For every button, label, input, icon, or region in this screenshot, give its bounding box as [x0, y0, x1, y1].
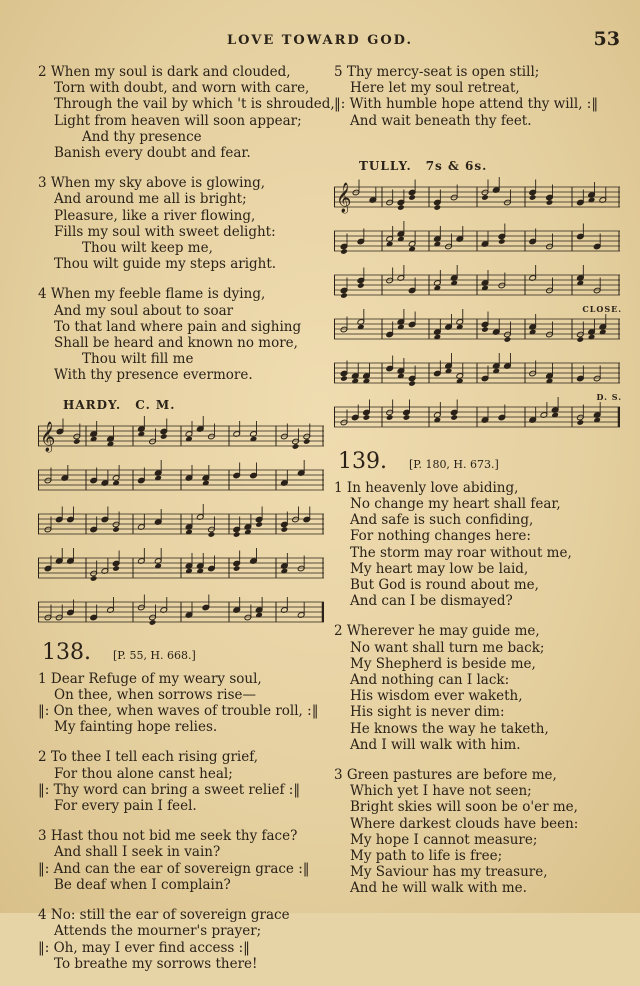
- verse-line: To that land where pain and sighing: [54, 318, 302, 335]
- music-staff: [38, 458, 338, 502]
- verse-line: 1 In heavenly love abiding,: [334, 479, 519, 496]
- verse-line: And he will walk with me.: [350, 880, 527, 897]
- hymn-continued-verses: [38, 64, 338, 384]
- verse-line: 5 Thy mercy-seat is open still;: [334, 64, 540, 80]
- verse-line: No change my heart shall fear,: [350, 496, 561, 513]
- verse-line: Thou wilt guide my steps aright.: [54, 256, 277, 273]
- verse-line: Be deaf when I complain?: [54, 876, 231, 893]
- verse-line: Torn with doubt, and worn with care,: [54, 80, 310, 97]
- verse-line: Where darkest clouds have been:: [350, 815, 579, 832]
- verse-line: And thy presence: [82, 128, 202, 145]
- verse-line: To breathe my sorrows there!: [54, 955, 258, 972]
- verse-line: My hope I cannot measure;: [350, 831, 538, 848]
- verse-line: Banish every doubt and fear.: [54, 145, 251, 162]
- tune-meter: C. M.: [135, 397, 176, 412]
- verse-line: Fills my soul with sweet delight:: [54, 223, 276, 240]
- hymn-139-verses: [334, 480, 624, 897]
- verse-line: His sight is never dim:: [350, 704, 505, 721]
- music-staff: [334, 219, 624, 263]
- verse: [38, 749, 338, 814]
- verse-line: My heart may low be laid,: [350, 560, 529, 577]
- hymn-number: 138.: [42, 639, 91, 665]
- hymn-number: 139.: [338, 448, 387, 474]
- verse-line: 2 Wherever he may guide me,: [334, 623, 540, 640]
- verse-line: And safe is such confiding,: [350, 512, 534, 529]
- verse-line: Here let my soul retreat,: [350, 80, 520, 97]
- verse-line: 3 Hast thou not bid me seek thy face?: [38, 828, 298, 845]
- music-staff: [334, 351, 624, 395]
- verse-line: On thee, when sorrows rise—: [54, 686, 257, 703]
- music-staff: [38, 414, 338, 458]
- verse-line: 1 Dear Refuge of my weary soul,: [38, 670, 262, 687]
- verse-line: The storm may roar without me,: [350, 544, 572, 561]
- page-number: 53: [593, 28, 620, 50]
- verse-line: ‖: Thy word can bring a sweet relief :‖: [38, 781, 301, 798]
- music-staff: [334, 303, 624, 351]
- verse-line: Light from heaven will soon appear;: [54, 112, 302, 129]
- verse-line: And my soul about to soar: [54, 302, 234, 319]
- verse-line: 3 When my sky above is glowing,: [38, 175, 266, 192]
- verse-line: Shall be heard and known no more,: [54, 335, 298, 352]
- verse-line: ‖: Oh, may I ever find access :‖: [38, 939, 250, 956]
- verse-line: My Shepherd is beside me,: [350, 655, 536, 672]
- verse-line: Pleasure, like a river flowing,: [54, 207, 256, 224]
- verse-line: My Saviour has my treasure,: [350, 864, 548, 881]
- verse-line: ‖: And can the ear of sovereign grace :‖: [38, 860, 310, 877]
- verse-line: But God is round about me,: [350, 577, 539, 594]
- verse-line: And around me all is bright;: [54, 191, 247, 208]
- hymn-reference: [P. 55, H. 668.]: [112, 648, 196, 662]
- verse: [334, 767, 624, 897]
- music-staff: [38, 502, 338, 546]
- verse-line: Thou wilt keep me,: [82, 240, 213, 257]
- verse: [334, 480, 624, 610]
- music-staff: [334, 263, 624, 307]
- verse-line: Through the vail by which 't is shrouded,: [54, 96, 335, 113]
- verse: [38, 828, 338, 893]
- verse-line: No want shall turn me back;: [350, 639, 545, 656]
- verse-line: His wisdom ever waketh,: [350, 688, 523, 705]
- verse-line: 3 Green pastures are before me,: [334, 767, 557, 784]
- tune-name: HARDY.: [63, 397, 122, 412]
- verse-line: Attends the mourner's prayer;: [54, 923, 262, 940]
- running-header: LOVE TOWARD GOD.: [227, 33, 413, 48]
- verse-line: For every pain I feel.: [54, 798, 197, 815]
- music-staff: [334, 391, 624, 439]
- music-staff: [334, 175, 624, 219]
- verse: [38, 671, 338, 736]
- verse: [38, 175, 338, 272]
- tune-name: TULLY.: [359, 158, 412, 173]
- verse-line: 4 No: still the ear of sovereign grace: [38, 907, 290, 924]
- hymn-heading: [334, 449, 624, 474]
- verse-line: For thou alone canst heal;: [54, 765, 233, 782]
- svg-text:𝄞: 𝄞: [336, 182, 352, 213]
- verse: [334, 623, 624, 753]
- staff-marker-label: D. S.: [596, 391, 622, 402]
- verse-line: 4 When my feeble flame is dying,: [38, 286, 266, 303]
- tune-meter: 7s & 6s.: [425, 158, 488, 173]
- verse-line: My fainting hope relies.: [54, 719, 218, 736]
- verse-line: And wait beneath thy feet.: [350, 112, 532, 129]
- verse: [334, 64, 624, 129]
- tune-title-hardy: [63, 398, 338, 412]
- verse-line: And nothing can I lack:: [350, 672, 510, 689]
- tune-title-tully: [359, 159, 624, 173]
- verse-line: 2 To thee I tell each rising grief,: [38, 749, 259, 766]
- right-column: [334, 64, 624, 911]
- hymn-138-verses: [38, 671, 338, 972]
- staff-marker-label: CLOSE.: [582, 303, 622, 314]
- verse-line: ‖: On thee, when waves of trouble roll, :‖: [38, 703, 319, 720]
- svg-text:𝄞: 𝄞: [40, 421, 56, 452]
- verse-line: For nothing changes here:: [350, 528, 531, 545]
- verse-line: And shall I seek in vain?: [54, 844, 221, 861]
- hymn-heading: [38, 640, 338, 665]
- music-score-hardy: [38, 414, 338, 634]
- music-staff: [38, 546, 338, 590]
- verse-line: With thy presence evermore.: [54, 367, 253, 384]
- left-column: [38, 64, 338, 986]
- music-score-tully: [334, 175, 624, 439]
- verse-line: 2 When my soul is dark and clouded,: [38, 64, 291, 80]
- verse-line: ‖: With humble hope attend thy will, :‖: [334, 96, 599, 113]
- verse-line: Thou wilt fill me: [82, 351, 194, 368]
- verse: [38, 907, 338, 972]
- music-staff: [38, 590, 338, 634]
- verse: [38, 64, 338, 161]
- verse-line: And can I be dismayed?: [350, 593, 513, 610]
- verse: [38, 286, 338, 383]
- verse-line: Bright skies will soon be o'er me,: [350, 799, 578, 816]
- verse-line: And I will walk with him.: [350, 736, 521, 753]
- hymn-reference: [P. 180, H. 673.]: [408, 457, 499, 471]
- verse-line: He knows the way he taketh,: [350, 720, 549, 737]
- verse-line: My path to life is free;: [350, 848, 503, 865]
- verse-line: Which yet I have not seen;: [350, 783, 532, 800]
